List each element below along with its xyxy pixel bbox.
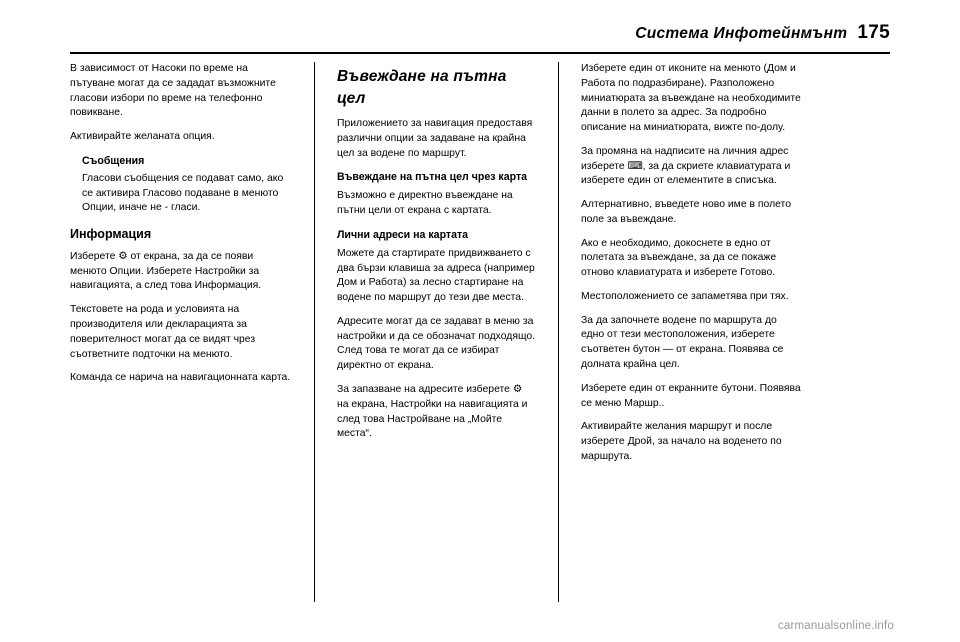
section-heading: Въвеждане на пътна цел <box>337 68 507 107</box>
page-number: 175 <box>857 22 890 43</box>
paragraph: Алтернативно, въведете ново име в полето поле за въвеждане. <box>581 199 791 225</box>
paragraph: За промяна на надписите на личния адрес изберете ⌨, за да скриете клавиатурата и изберете един от елементите в списъка. <box>581 145 791 187</box>
watermark: carmanualsonline.info <box>777 620 894 632</box>
subsection-heading: Въвеждане на пътна цел чрез карта <box>337 171 528 184</box>
paragraph: Изберете един от иконите на менюто (Дом и Работа по подразбиране). Разположено миниатюрата за въвеждане на необходимите данни в полето за адрес. За подробно описание на миниатюрата, вижте по-долу. <box>581 63 801 134</box>
paragraph: Активирайте желаната опция. <box>70 131 215 143</box>
paragraph: Изберете ⚙ от екрана, за да се появи менюто Опции. Изберете Настройки за навигацията, а след това Информация. <box>70 250 262 292</box>
paragraph: Местоположението се запаметява при тях. <box>581 290 789 302</box>
note-title: Съобщения <box>82 154 145 167</box>
paragraph: За да започнете водене по маршрута до едно от тези местоположения, изберете съответен бутон — от екрана. Появява се долната крайна цел. <box>581 314 784 371</box>
paragraph: Ако е необходимо, докоснете в едно от полетата за въвеждане, за да се покаже отново клавиатурата и изберете Готово. <box>581 237 777 279</box>
paragraph: Приложението за навигация предоставя различни опции за задаване на крайна цел за водене по маршрут. <box>337 118 533 159</box>
section-heading: Информация <box>70 227 152 242</box>
subsection-heading: Лични адреси на картата <box>337 228 469 241</box>
paragraph: Активирайте желания маршрут и после изберете Дрой, за начало на воденето по маршрута. <box>581 421 782 462</box>
paragraph: Възможно е директно въвеждане на пътни цели от екрана с картата. <box>337 190 513 217</box>
paragraph: В зависимост от Насоки по време на пътуване могат да се зададат възможните гласови избори по време на телефонно повикване. <box>70 63 276 119</box>
page-header-title: Система Инфотейнмънт <box>635 25 848 42</box>
paragraph: Текстовете на рода и условията на производителя или декларацията за поверителност могат да се видят чрез съответните подточки на менюто. <box>70 304 256 360</box>
paragraph: За запазване на адресите изберете ⚙ на екрана, Настройки на навигацията и след това Настройване на „Мойте места“. <box>337 384 528 440</box>
paragraph: Можете да стартирате придвижването с два бързи клавиша за адреса (например Дом и Работа) за лесно стартиране на водене по маршрут до тези две места. <box>337 247 535 304</box>
paragraph: Адресите могат да се задават в меню за настройки и да се обозначат подходящо. След това те могат да се избират директно от екрана. <box>337 315 536 372</box>
note-text: Гласови съобщения се подават само, ако се активира Гласово подаване в менюто Опции, иначе не - гласи. <box>82 172 284 214</box>
paragraph: Команда се нарича на навигационната карта. <box>70 372 291 384</box>
column-left <box>70 62 314 602</box>
paragraph: Изберете един от екранните бутони. Появява се меню Маршр.. <box>581 382 801 409</box>
page-header <box>70 22 890 54</box>
column-middle <box>314 62 558 602</box>
column-right <box>558 62 802 602</box>
note-block <box>70 154 292 216</box>
content-columns <box>70 62 894 602</box>
